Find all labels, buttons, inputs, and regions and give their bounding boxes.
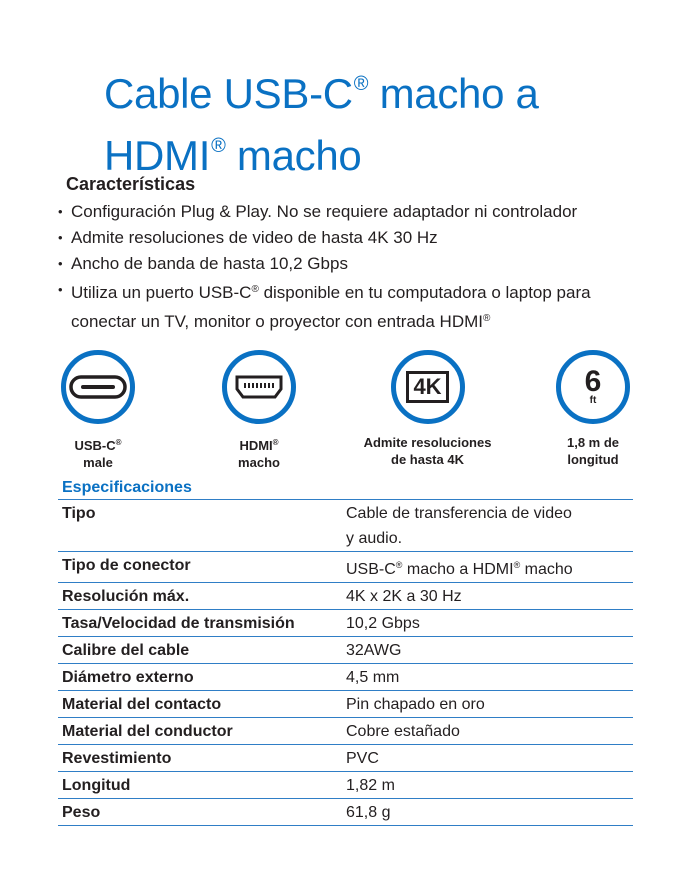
spec-value: 61,8 g [346, 804, 391, 821]
spec-value: 4K x 2K a 30 Hz [346, 588, 462, 605]
table-row [58, 745, 633, 772]
feature-item: • Configuración Plug & Play. No se requiere adaptador ni controlador [58, 199, 658, 225]
specs-table [58, 499, 633, 826]
table-row [58, 583, 633, 610]
table-row [58, 691, 633, 718]
spec-key: Peso [62, 804, 101, 821]
length-label: 1,8 m de longitud [566, 435, 620, 467]
spec-value: USB-C® macho a HDMI® macho [346, 560, 573, 578]
spec-key: Tipo de conector [62, 557, 191, 574]
usb-c-feature [58, 350, 138, 471]
hdmi-label: HDMI® macho [238, 438, 280, 470]
feature-item: • Utiliza un puerto USB-C® disponible en tu computadora o laptop para conectar un TV, monitor o proyector con entrada HDMI® [58, 277, 658, 335]
spec-key: Diámetro externo [62, 669, 194, 686]
feature-item: • Admite resoluciones de video de hasta 4K 30 Hz [58, 225, 658, 251]
4k-glyph: 4K [406, 371, 448, 403]
table-row [58, 799, 633, 826]
spec-value: 4,5 mm [346, 669, 400, 686]
page-title [104, 58, 539, 182]
spec-value: 1,82 m [346, 777, 395, 794]
length-number: 6 [584, 365, 602, 398]
spec-key: Longitud [62, 777, 131, 794]
length-unit: ft [589, 395, 597, 406]
4k-feature [355, 350, 500, 468]
length-icon [556, 350, 630, 424]
hdmi-port-icon [222, 350, 296, 424]
spec-value: Cable de transferencia de video y audio. [346, 505, 572, 547]
feature-item: • Ancho de banda de hasta 10,2 Gbps [58, 251, 658, 277]
4k-icon [391, 350, 465, 424]
feature-icons-row [0, 350, 700, 470]
title-line-2: HDMI® macho [104, 132, 362, 179]
spec-value: 10,2 Gbps [346, 615, 420, 632]
features-heading: Características [66, 174, 196, 194]
spec-value: 32AWG [346, 642, 402, 659]
table-row [58, 637, 633, 664]
table-row [58, 718, 633, 745]
features-list [58, 199, 658, 335]
table-row [58, 664, 633, 691]
spec-key: Revestimiento [62, 750, 172, 767]
spec-key: Material del conductor [62, 723, 233, 740]
length-feature [548, 350, 638, 468]
spec-value: Pin chapado en oro [346, 696, 485, 713]
spec-key: Material del contacto [62, 696, 222, 713]
table-row [58, 500, 633, 552]
usb-c-port-icon [61, 350, 135, 424]
spec-value: PVC [346, 750, 379, 767]
specs-heading: Especificaciones [62, 479, 192, 496]
hdmi-feature [219, 350, 299, 471]
spec-key: Resolución máx. [62, 588, 190, 605]
spec-key: Tipo [62, 505, 96, 522]
spec-value: Cobre estañado [346, 723, 460, 740]
table-row [58, 610, 633, 637]
usb-c-label: USB-C® male [74, 438, 122, 470]
table-row [58, 552, 633, 583]
4k-label: Admite resoluciones de hasta 4K [363, 435, 492, 467]
title-line-1: Cable USB-C® macho a [104, 70, 539, 117]
spec-key: Calibre del cable [62, 642, 190, 659]
table-row [58, 772, 633, 799]
spec-key: Tasa/Velocidad de transmisión [62, 615, 295, 632]
